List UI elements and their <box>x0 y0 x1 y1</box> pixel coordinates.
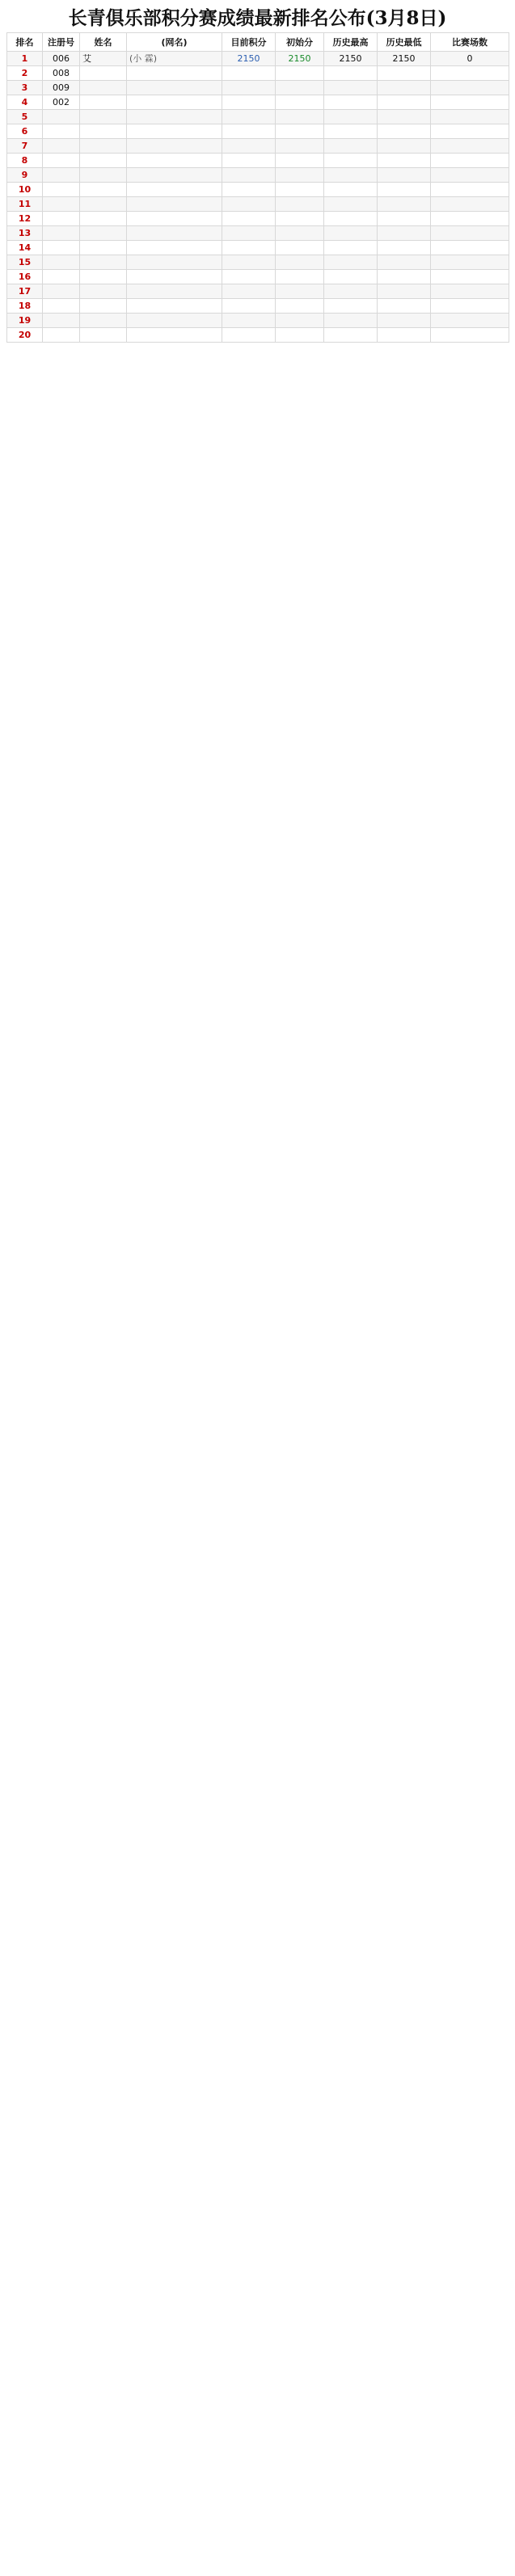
rank-cell: 7 <box>7 139 43 154</box>
games-played-cell <box>431 183 509 197</box>
current-points-cell <box>222 110 276 124</box>
initial-points-cell <box>276 183 324 197</box>
history-low-cell <box>378 168 431 183</box>
rank-cell: 12 <box>7 212 43 226</box>
history-high-cell <box>324 226 378 241</box>
name-cell <box>80 328 127 343</box>
name-cell <box>80 197 127 212</box>
history-low-cell <box>378 212 431 226</box>
initial-points-cell <box>276 328 324 343</box>
games-played-cell <box>431 81 509 95</box>
history-high-cell <box>324 299 378 314</box>
name-cell <box>80 270 127 284</box>
initial-points-cell: 2150 <box>276 52 324 66</box>
games-played-cell <box>431 124 509 139</box>
nick-cell <box>127 95 222 110</box>
history-low-cell <box>378 95 431 110</box>
games-played-cell <box>431 284 509 299</box>
id-cell <box>43 110 80 124</box>
current-points-cell <box>222 255 276 270</box>
current-points-cell <box>222 66 276 81</box>
nick-cell <box>127 314 222 328</box>
col-name-header: 姓名 <box>80 33 127 52</box>
id-cell <box>43 154 80 168</box>
history-high-cell <box>324 66 378 81</box>
games-played-cell <box>431 241 509 255</box>
nick-cell <box>127 328 222 343</box>
games-played-cell <box>431 197 509 212</box>
initial-points-cell <box>276 95 324 110</box>
rank-cell: 15 <box>7 255 43 270</box>
id-cell: 002 <box>43 95 80 110</box>
current-points-cell <box>222 328 276 343</box>
history-low-cell <box>378 299 431 314</box>
table-row <box>7 299 509 314</box>
current-points-cell <box>222 81 276 95</box>
table-row <box>7 95 509 110</box>
col-current-header: 目前积分 <box>222 33 276 52</box>
col-games-header: 比赛场数 <box>431 33 509 52</box>
current-points-cell <box>222 212 276 226</box>
name-cell <box>80 299 127 314</box>
name-cell <box>80 81 127 95</box>
rank-cell: 16 <box>7 270 43 284</box>
name-cell <box>80 124 127 139</box>
initial-points-cell <box>276 110 324 124</box>
name-cell <box>80 183 127 197</box>
table-row <box>7 168 509 183</box>
table-row <box>7 139 509 154</box>
games-played-cell: 0 <box>431 52 509 66</box>
id-cell <box>43 124 80 139</box>
name-cell <box>80 255 127 270</box>
games-played-cell <box>431 154 509 168</box>
current-points-cell: 2150 <box>222 52 276 66</box>
nick-cell <box>127 81 222 95</box>
name-cell <box>80 168 127 183</box>
table-row <box>7 270 509 284</box>
initial-points-cell <box>276 139 324 154</box>
rank-cell: 10 <box>7 183 43 197</box>
id-cell <box>43 299 80 314</box>
nick-cell <box>127 168 222 183</box>
table-row <box>7 110 509 124</box>
ranking-table <box>6 32 509 343</box>
games-played-cell <box>431 226 509 241</box>
history-low-cell <box>378 284 431 299</box>
nick-cell <box>127 284 222 299</box>
nick-cell <box>127 212 222 226</box>
history-low-cell <box>378 139 431 154</box>
rank-cell: 20 <box>7 328 43 343</box>
history-high-cell <box>324 212 378 226</box>
name-cell <box>80 110 127 124</box>
current-points-cell <box>222 168 276 183</box>
history-low-cell <box>378 81 431 95</box>
current-points-cell <box>222 241 276 255</box>
id-cell <box>43 183 80 197</box>
initial-points-cell <box>276 168 324 183</box>
history-low-cell <box>378 66 431 81</box>
id-cell <box>43 314 80 328</box>
name-cell <box>80 314 127 328</box>
name-cell <box>80 212 127 226</box>
id-cell <box>43 284 80 299</box>
games-played-cell <box>431 314 509 328</box>
games-played-cell <box>431 212 509 226</box>
current-points-cell <box>222 226 276 241</box>
table-row <box>7 66 509 81</box>
nick-cell <box>127 66 222 81</box>
history-high-cell: 2150 <box>324 52 378 66</box>
initial-points-cell <box>276 284 324 299</box>
initial-points-cell <box>276 66 324 81</box>
history-low-cell <box>378 270 431 284</box>
id-cell <box>43 226 80 241</box>
nick-cell: (小 霖) <box>127 52 222 66</box>
history-low-cell <box>378 255 431 270</box>
table-body <box>7 52 509 343</box>
history-high-cell <box>324 270 378 284</box>
nick-cell <box>127 183 222 197</box>
games-played-cell <box>431 139 509 154</box>
name-cell <box>80 226 127 241</box>
nick-cell <box>127 241 222 255</box>
rank-cell: 8 <box>7 154 43 168</box>
nick-cell <box>127 154 222 168</box>
page-title: 长青俱乐部积分赛成绩最新排名公布(3月8日) <box>68 7 447 29</box>
id-cell <box>43 255 80 270</box>
rank-cell: 17 <box>7 284 43 299</box>
nick-cell <box>127 299 222 314</box>
id-cell: 008 <box>43 66 80 81</box>
history-low-cell <box>378 328 431 343</box>
initial-points-cell <box>276 124 324 139</box>
rank-cell: 9 <box>7 168 43 183</box>
history-high-cell <box>324 81 378 95</box>
history-high-cell <box>324 284 378 299</box>
games-played-cell <box>431 168 509 183</box>
name-cell <box>80 95 127 110</box>
history-low-cell <box>378 197 431 212</box>
id-cell <box>43 212 80 226</box>
current-points-cell <box>222 124 276 139</box>
name-cell <box>80 241 127 255</box>
initial-points-cell <box>276 81 324 95</box>
name-cell <box>80 154 127 168</box>
history-high-cell <box>324 168 378 183</box>
id-cell <box>43 168 80 183</box>
history-high-cell <box>324 124 378 139</box>
nick-cell <box>127 226 222 241</box>
initial-points-cell <box>276 314 324 328</box>
table-row <box>7 241 509 255</box>
table-row <box>7 255 509 270</box>
nick-cell <box>127 110 222 124</box>
initial-points-cell <box>276 197 324 212</box>
games-played-cell <box>431 328 509 343</box>
rank-cell: 11 <box>7 197 43 212</box>
rank-cell: 6 <box>7 124 43 139</box>
rank-cell: 1 <box>7 52 43 66</box>
id-cell <box>43 270 80 284</box>
id-cell <box>43 328 80 343</box>
history-high-cell <box>324 110 378 124</box>
name-cell <box>80 284 127 299</box>
initial-points-cell <box>276 255 324 270</box>
current-points-cell <box>222 299 276 314</box>
current-points-cell <box>222 95 276 110</box>
table-row <box>7 81 509 95</box>
games-played-cell <box>431 110 509 124</box>
history-low-cell <box>378 183 431 197</box>
name-cell <box>80 139 127 154</box>
initial-points-cell <box>276 154 324 168</box>
table-row <box>7 226 509 241</box>
rank-cell: 19 <box>7 314 43 328</box>
col-low-header: 历史最低 <box>378 33 431 52</box>
id-cell <box>43 139 80 154</box>
history-high-cell <box>324 314 378 328</box>
col-id-header: 注册号 <box>43 33 80 52</box>
history-low-cell <box>378 154 431 168</box>
current-points-cell <box>222 139 276 154</box>
current-points-cell <box>222 314 276 328</box>
nick-cell <box>127 197 222 212</box>
table-row <box>7 212 509 226</box>
games-played-cell <box>431 270 509 284</box>
history-high-cell <box>324 154 378 168</box>
table-header-row <box>7 33 509 52</box>
initial-points-cell <box>276 226 324 241</box>
games-played-cell <box>431 95 509 110</box>
name-cell <box>80 66 127 81</box>
id-cell <box>43 241 80 255</box>
rank-cell: 14 <box>7 241 43 255</box>
table-row <box>7 284 509 299</box>
table-row <box>7 154 509 168</box>
history-low-cell <box>378 124 431 139</box>
id-cell: 006 <box>43 52 80 66</box>
rank-cell: 2 <box>7 66 43 81</box>
history-low-cell <box>378 314 431 328</box>
name-cell: 艾 <box>80 52 127 66</box>
col-rank-header: 排名 <box>7 33 43 52</box>
table-row <box>7 197 509 212</box>
history-high-cell <box>324 241 378 255</box>
table-row <box>7 124 509 139</box>
initial-points-cell <box>276 212 324 226</box>
history-high-cell <box>324 183 378 197</box>
id-cell: 009 <box>43 81 80 95</box>
current-points-cell <box>222 154 276 168</box>
history-high-cell <box>324 197 378 212</box>
col-nick-header: (网名) <box>127 33 222 52</box>
rank-cell: 4 <box>7 95 43 110</box>
table-row <box>7 183 509 197</box>
games-played-cell <box>431 299 509 314</box>
current-points-cell <box>222 270 276 284</box>
initial-points-cell <box>276 241 324 255</box>
nick-cell <box>127 139 222 154</box>
page <box>0 0 515 351</box>
current-points-cell <box>222 183 276 197</box>
col-initial-header: 初始分 <box>276 33 324 52</box>
history-high-cell <box>324 328 378 343</box>
table-row <box>7 328 509 343</box>
history-high-cell <box>324 255 378 270</box>
id-cell <box>43 197 80 212</box>
history-high-cell <box>324 95 378 110</box>
games-played-cell <box>431 255 509 270</box>
history-high-cell <box>324 139 378 154</box>
history-low-cell: 2150 <box>378 52 431 66</box>
current-points-cell <box>222 197 276 212</box>
rank-cell: 3 <box>7 81 43 95</box>
table-row <box>7 314 509 328</box>
history-low-cell <box>378 110 431 124</box>
games-played-cell <box>431 66 509 81</box>
initial-points-cell <box>276 270 324 284</box>
nick-cell <box>127 255 222 270</box>
col-high-header: 历史最高 <box>324 33 378 52</box>
current-points-cell <box>222 284 276 299</box>
rank-cell: 18 <box>7 299 43 314</box>
history-low-cell <box>378 241 431 255</box>
rank-cell: 13 <box>7 226 43 241</box>
rank-cell: 5 <box>7 110 43 124</box>
nick-cell <box>127 124 222 139</box>
table-row <box>7 52 509 66</box>
history-low-cell <box>378 226 431 241</box>
nick-cell <box>127 270 222 284</box>
initial-points-cell <box>276 299 324 314</box>
